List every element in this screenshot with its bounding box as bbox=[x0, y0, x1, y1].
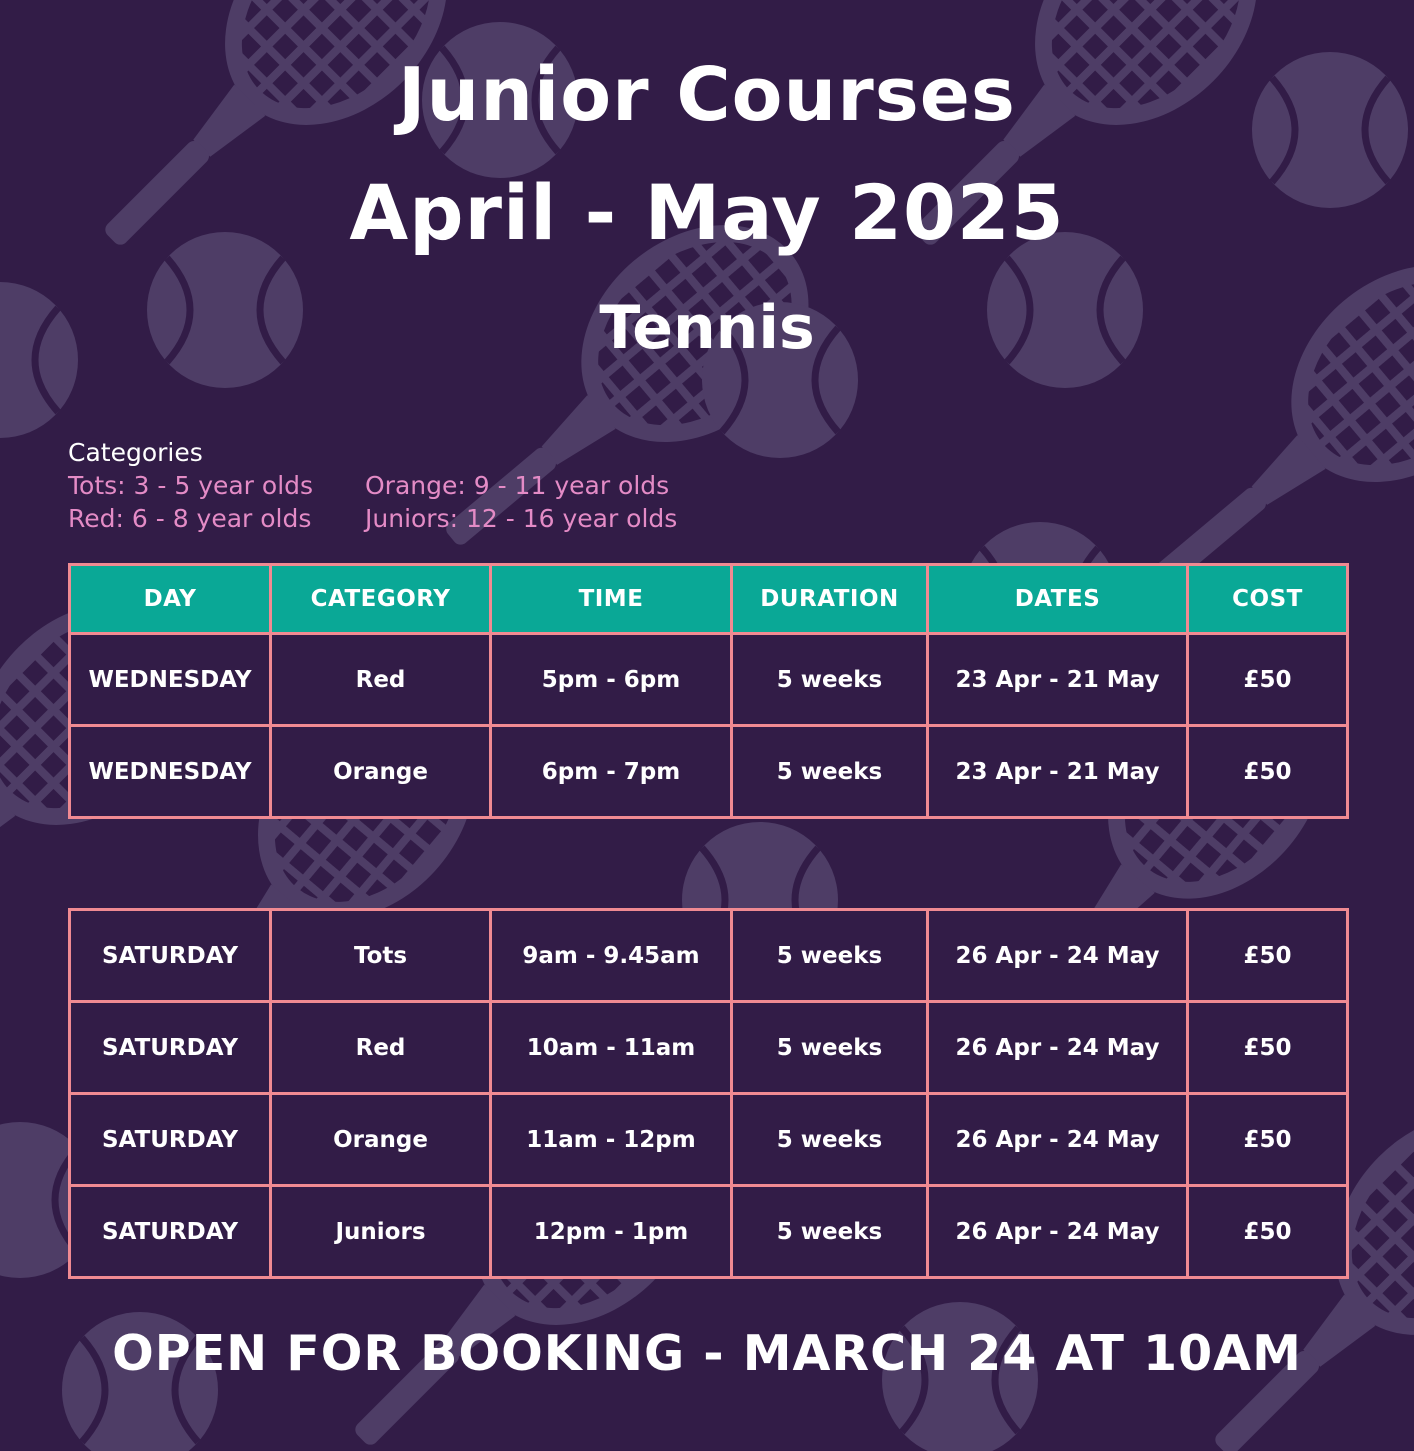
categories-row bbox=[68, 502, 677, 535]
category-red: Red: 6 - 8 year olds bbox=[68, 504, 312, 533]
categories-legend bbox=[68, 436, 677, 535]
categories-row bbox=[68, 469, 677, 502]
cell-dates: 26 Apr - 24 May bbox=[928, 910, 1188, 1002]
header-time: TIME bbox=[491, 565, 732, 634]
cell-cost: £50 bbox=[1188, 910, 1348, 1002]
table-row bbox=[70, 1002, 1348, 1094]
cell-duration: 5 weeks bbox=[732, 1094, 928, 1186]
saturday-schedule-table bbox=[68, 908, 1349, 1279]
title-date-range: April - May 2025 bbox=[349, 168, 1065, 257]
cell-time: 5pm - 6pm bbox=[491, 634, 732, 726]
cell-cost: £50 bbox=[1188, 1186, 1348, 1278]
header-duration: DURATION bbox=[732, 565, 928, 634]
table-row bbox=[70, 634, 1348, 726]
cell-day: SATURDAY bbox=[70, 1002, 271, 1094]
title-sport: Tennis bbox=[599, 293, 815, 363]
cell-day: SATURDAY bbox=[70, 1186, 271, 1278]
cell-cost: £50 bbox=[1188, 634, 1348, 726]
header-dates: DATES bbox=[928, 565, 1188, 634]
cell-time: 9am - 9.45am bbox=[491, 910, 732, 1002]
cell-duration: 5 weeks bbox=[732, 634, 928, 726]
category-orange: Orange: 9 - 11 year olds bbox=[365, 471, 670, 500]
cell-dates: 26 Apr - 24 May bbox=[928, 1002, 1188, 1094]
booking-notice: OPEN FOR BOOKING - MARCH 24 AT 10AM bbox=[112, 1325, 1302, 1382]
cell-cost: £50 bbox=[1188, 1002, 1348, 1094]
cell-dates: 26 Apr - 24 May bbox=[928, 1186, 1188, 1278]
table-row bbox=[70, 726, 1348, 818]
cell-day: SATURDAY bbox=[70, 1094, 271, 1186]
cell-duration: 5 weeks bbox=[732, 1002, 928, 1094]
cell-day: WEDNESDAY bbox=[70, 726, 271, 818]
cell-day: SATURDAY bbox=[70, 910, 271, 1002]
header-category: CATEGORY bbox=[271, 565, 491, 634]
cell-category: Juniors bbox=[271, 1186, 491, 1278]
cell-cost: £50 bbox=[1188, 726, 1348, 818]
cell-cost: £50 bbox=[1188, 1094, 1348, 1186]
table-header-row bbox=[70, 565, 1348, 634]
category-tots: Tots: 3 - 5 year olds bbox=[68, 471, 314, 500]
cell-duration: 5 weeks bbox=[732, 726, 928, 818]
cell-category: Red bbox=[271, 1002, 491, 1094]
cell-day: WEDNESDAY bbox=[70, 634, 271, 726]
cell-time: 10am - 11am bbox=[491, 1002, 732, 1094]
table-row bbox=[70, 910, 1348, 1002]
wednesday-schedule-table bbox=[68, 563, 1349, 819]
cell-time: 12pm - 1pm bbox=[491, 1186, 732, 1278]
cell-dates: 23 Apr - 21 May bbox=[928, 634, 1188, 726]
cell-category: Orange bbox=[271, 726, 491, 818]
header-day: DAY bbox=[70, 565, 271, 634]
category-juniors: Juniors: 12 - 16 year olds bbox=[365, 504, 678, 533]
cell-category: Orange bbox=[271, 1094, 491, 1186]
cell-duration: 5 weeks bbox=[732, 910, 928, 1002]
categories-heading: Categories bbox=[68, 438, 203, 467]
table-row bbox=[70, 1186, 1348, 1278]
title-junior-courses: Junior Courses bbox=[398, 52, 1016, 138]
cell-dates: 26 Apr - 24 May bbox=[928, 1094, 1188, 1186]
cell-duration: 5 weeks bbox=[732, 1186, 928, 1278]
cell-category: Tots bbox=[271, 910, 491, 1002]
cell-dates: 23 Apr - 21 May bbox=[928, 726, 1188, 818]
cell-time: 11am - 12pm bbox=[491, 1094, 732, 1186]
header-cost: COST bbox=[1188, 565, 1348, 634]
cell-time: 6pm - 7pm bbox=[491, 726, 732, 818]
cell-category: Red bbox=[271, 634, 491, 726]
table-row bbox=[70, 1094, 1348, 1186]
